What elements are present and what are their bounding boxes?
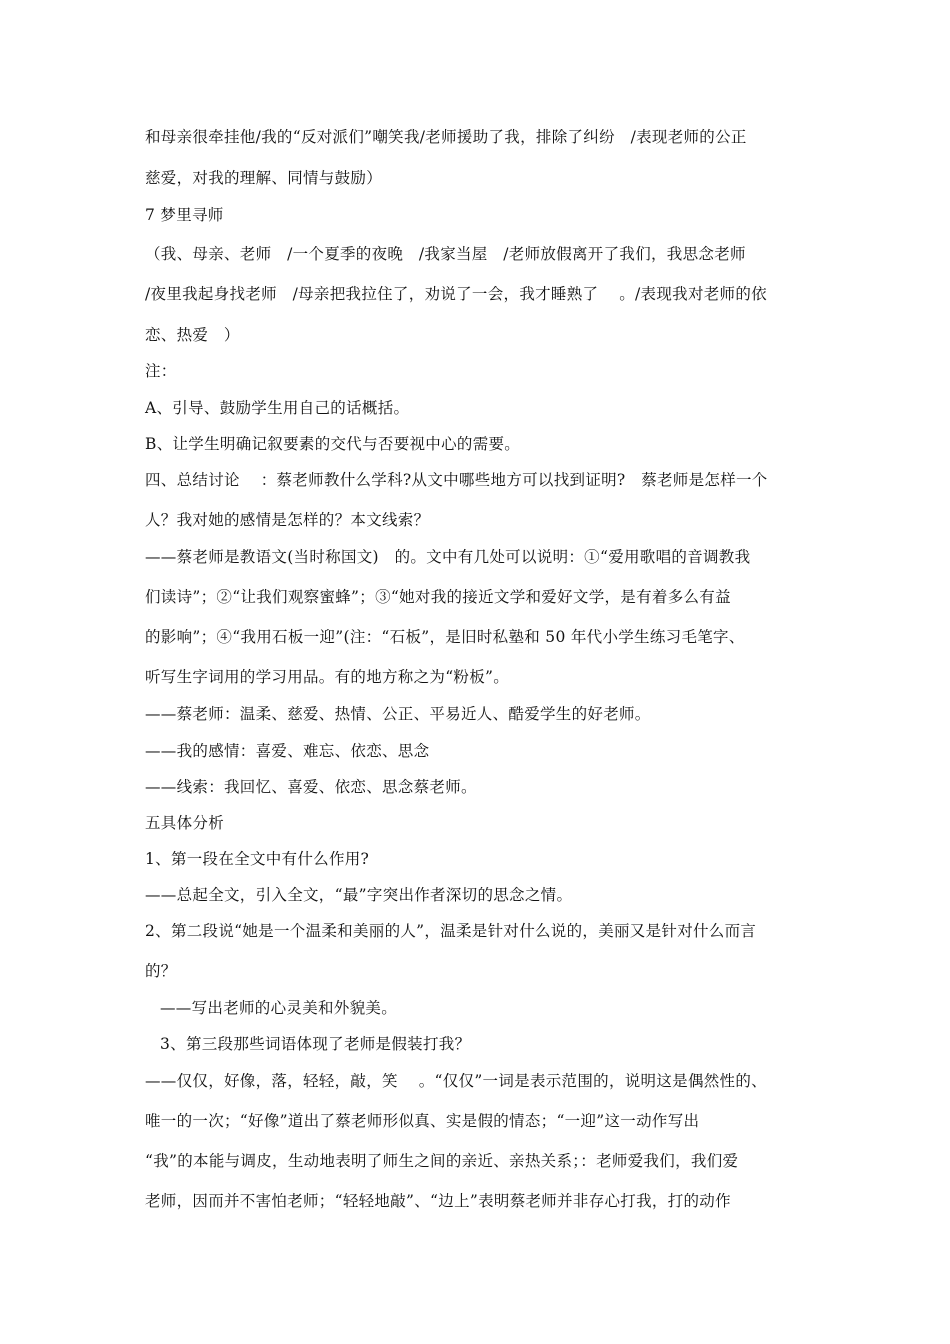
question-line: 3、第三段那些词语体现了老师是假装打我？ — [160, 1035, 471, 1053]
text-line: 唯一的一次；“好像”道出了蔡老师形似真、实是假的情态；“一迎”这一动作写出 — [145, 1112, 700, 1130]
text-line: A、引导、鼓励学生用自己的话概括。 — [145, 399, 410, 417]
text-line: 和母亲很牵挂他/我的“反对派们”嘲笑我/老师援助了我，排除了纠纷 /表现老师的公正 — [145, 128, 747, 146]
text-line: ——总起全文，引入全文，“最”字突出作者深切的思念之情。 — [145, 886, 573, 904]
text-line: 们读诗”；②“让我们观察蜜蜂”；③“她对我的接近文学和爱好文学，是有着多么有益 — [145, 588, 731, 606]
text-line: ——写出老师的心灵美和外貌美。 — [160, 999, 398, 1017]
text-line: 老师，因而并不害怕老师；“轻轻地敲”、“边上”表明蔡老师并非存心打我，打的动作 — [145, 1192, 731, 1210]
text-line: 的？ — [145, 962, 177, 980]
question-line: 2、第二段说“她是一个温柔和美丽的人”，温柔是针对什么说的，美丽又是针对什么而言 — [145, 922, 757, 940]
text-line: 的影响”；④“我用石板一迎”(注：“石板”，是旧时私塾和 50 年代小学生练习毛笔字、 — [145, 628, 745, 646]
text-line: 恋、热爱 ） — [145, 326, 240, 344]
text-line: ——蔡老师是教语文(当时称国文) 的。文中有几处可以说明：①“爱用歌唱的音调教我 — [145, 548, 751, 566]
text-line: B、让学生明确记叙要素的交代与否要视中心的需要。 — [145, 435, 521, 453]
text-line: “我”的本能与调皮，生动地表明了师生之间的亲近、亲热关系；：老师爱我们，我们爱 — [145, 1152, 739, 1170]
text-line: 人？我对她的感情是怎样的？本文线索？ — [145, 511, 430, 529]
section-heading: 四、总结讨论 ：蔡老师教什么学科?从文中哪些地方可以找到证明? 蔡老师是怎样一个 — [145, 471, 768, 489]
text-line: /夜里我起身找老师 /母亲把我拉住了，劝说了一会，我才睡熟了 。/表现我对老师的依 — [145, 285, 767, 303]
question-line: 1、第一段在全文中有什么作用? — [145, 850, 370, 868]
text-line: 慈爱，对我的理解、同情与鼓励） — [145, 169, 383, 187]
text-line: ——我的感情：喜爱、难忘、依恋、思念 — [145, 742, 430, 760]
section-heading: 7 梦里寻师 — [145, 206, 224, 224]
text-line: （我、母亲、老师 /一个夏季的夜晚 /我家当屋 /老师放假离开了我们，我思念老师 — [145, 245, 746, 263]
note-label: 注： — [145, 362, 177, 380]
text-line: ——仅仅，好像，落，轻轻，敲，笑 。“仅仅”一词是表示范围的，说明这是偶然性的、 — [145, 1072, 767, 1090]
text-line: ——蔡老师：温柔、慈爱、热情、公正、平易近人、酷爱学生的好老师。 — [145, 705, 651, 723]
text-line: ——线索：我回忆、喜爱、依恋、思念蔡老师。 — [145, 778, 477, 796]
text-line: 听写生字词用的学习用品。有的地方称之为“粉板”。 — [145, 668, 510, 686]
section-heading: 五具体分析 — [145, 814, 225, 832]
